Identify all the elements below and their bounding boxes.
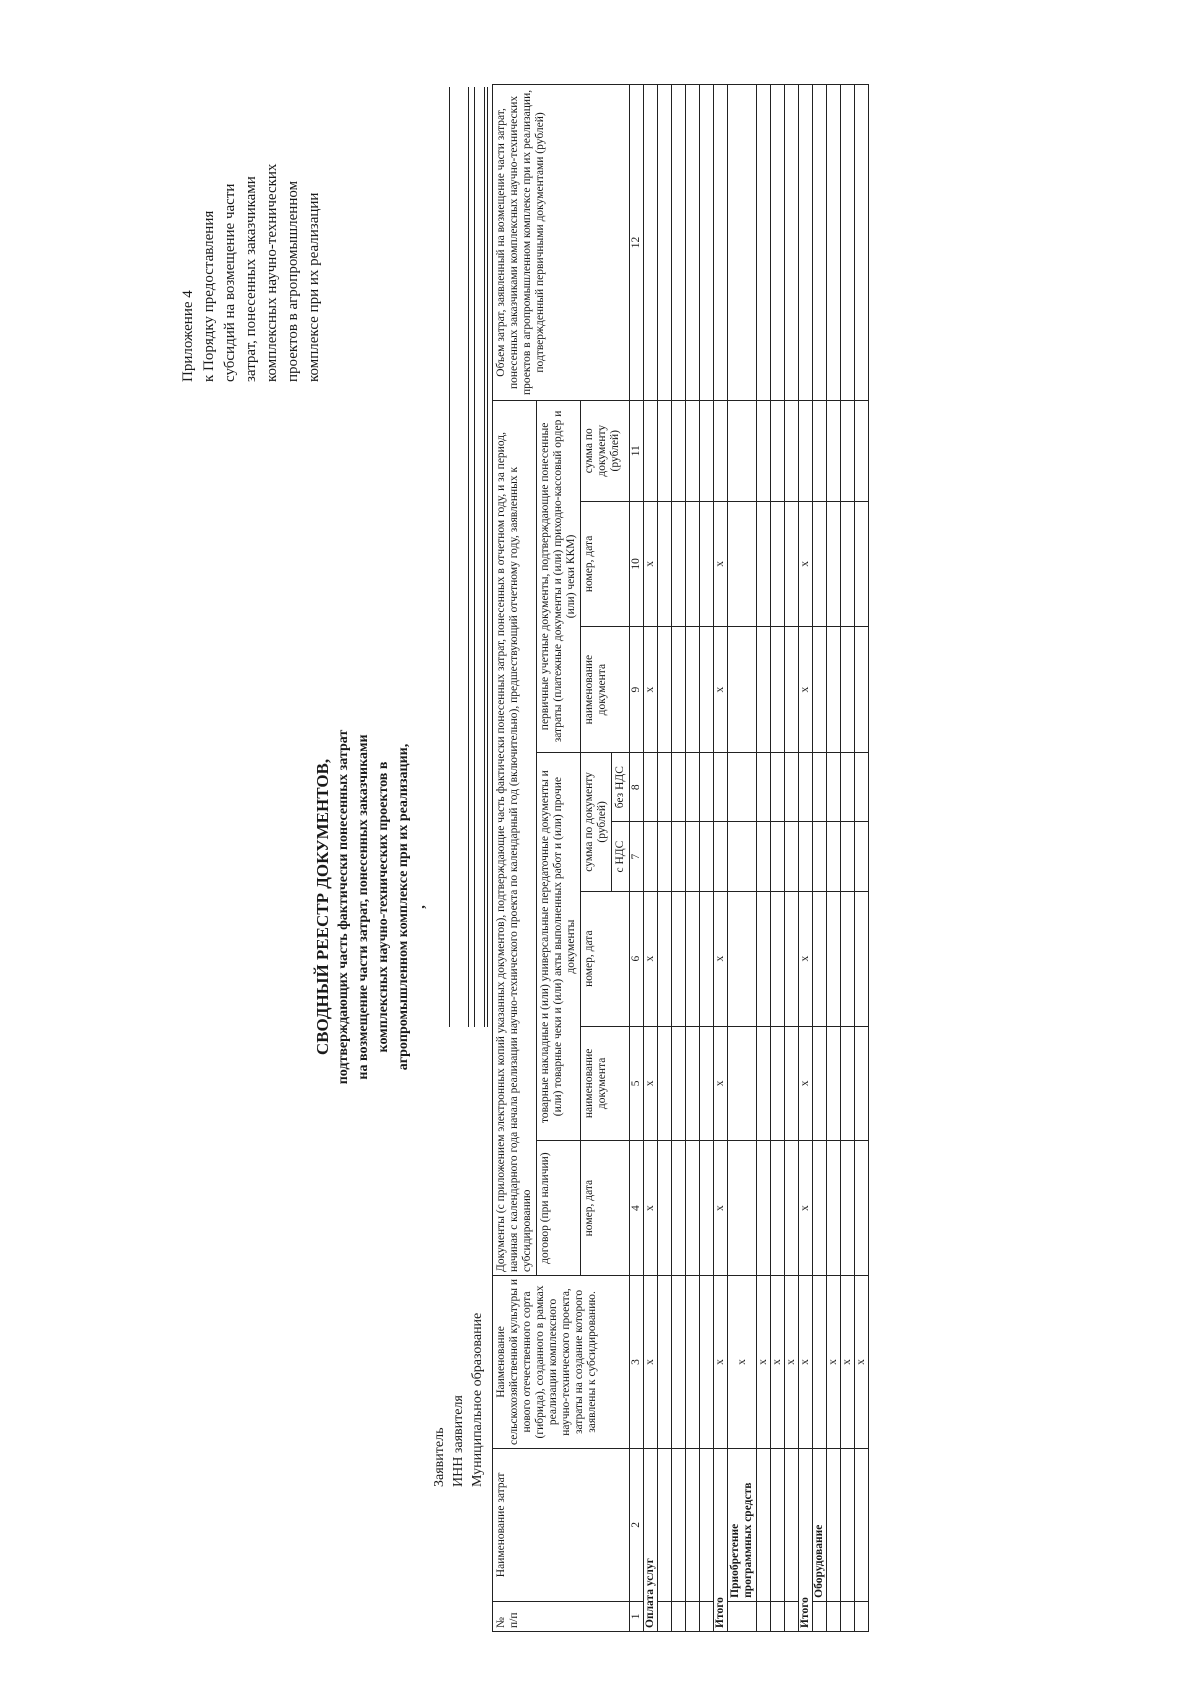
table-row: [728, 85, 757, 1632]
appendix-note: [178, 22, 325, 382]
header-row: [493, 85, 537, 1632]
table-cell: [785, 822, 799, 891]
applicant-row: [432, 87, 451, 1487]
municipality-row: [470, 87, 489, 1487]
cell-x: x: [644, 1275, 658, 1448]
header-contract-number-date: номер, дата: [581, 1141, 630, 1276]
table-cell: [700, 1448, 714, 1601]
inn-line: [468, 87, 469, 1027]
column-number: 8: [630, 753, 644, 822]
table-cell: [728, 400, 757, 501]
table-cell: [658, 822, 672, 891]
table-cell: [757, 891, 771, 1026]
table-row: [771, 85, 785, 1632]
title-block: [312, 557, 428, 1257]
cell-x: x: [714, 891, 728, 1026]
table-cell: [771, 627, 785, 753]
table-cell: [813, 400, 827, 501]
cell-x: x: [644, 627, 658, 753]
table-cell: [728, 1026, 757, 1141]
table-cell: [841, 1141, 855, 1276]
table-cell: [728, 627, 757, 753]
cell-x: x: [644, 501, 658, 627]
column-number-row: [630, 85, 644, 1632]
cell-x: x: [714, 501, 728, 627]
table-cell: [785, 753, 799, 822]
municipality-label: Муниципальное образование: [470, 1312, 485, 1487]
header-primary-doc-name: наименование документа: [581, 627, 630, 753]
table-cell: [785, 891, 799, 1026]
title-trailing-mark: ,: [413, 905, 428, 909]
table-row: [700, 85, 714, 1632]
header-contract: договор (при наличии): [537, 1141, 581, 1276]
table-cell: [700, 85, 714, 401]
table-cell: [686, 1275, 700, 1448]
table-cell: [827, 1448, 841, 1601]
table-cell: [757, 400, 771, 501]
appendix-line: комплексе при их реализации: [306, 192, 322, 382]
column-number: 5: [630, 1026, 644, 1141]
section-services: Оплата услуг: [644, 1448, 658, 1631]
table-cell: [686, 891, 700, 1026]
table-cell: [827, 753, 841, 822]
header-primary-sum: сумма по документу (рублей): [581, 400, 630, 501]
table-cell: [700, 1275, 714, 1448]
table-cell: [686, 822, 700, 891]
applicant-line: [449, 87, 450, 1027]
table-cell: [813, 891, 827, 1026]
table-cell: [644, 400, 658, 501]
table-cell: [700, 501, 714, 627]
table-cell: [658, 85, 672, 401]
header-number: № п/п: [493, 1601, 630, 1631]
header-primary-docs: первичные учетные документы, подтверждающие понесенные затраты (платежные документы и (или) приходно-кассовый ордер и (или) чеки ККМ): [537, 400, 581, 752]
header-with-vat: с НДС: [612, 822, 630, 891]
table-cell: [771, 1026, 785, 1141]
table-cell: [827, 1601, 841, 1631]
table-cell: [658, 891, 672, 1026]
cell-x: x: [827, 1275, 841, 1448]
table-cell: [841, 1601, 855, 1631]
table-cell: [827, 400, 841, 501]
table-cell: [644, 822, 658, 891]
column-number: 7: [630, 822, 644, 891]
table-row: [785, 85, 799, 1632]
column-number: 6: [630, 891, 644, 1026]
table-cell: [827, 627, 841, 753]
applicant-fields: [432, 87, 489, 1487]
table-cell: [771, 1601, 785, 1631]
table-cell: [841, 1026, 855, 1141]
table-cell: [686, 501, 700, 627]
table-cell: [672, 753, 686, 822]
table-cell: [700, 1141, 714, 1276]
table-cell: [855, 1141, 869, 1276]
cell-x: x: [771, 1275, 785, 1448]
table-cell: [771, 400, 785, 501]
cell-x: x: [841, 1275, 855, 1448]
table-cell: [686, 1601, 700, 1631]
cell-x: x: [714, 627, 728, 753]
table-cell: [855, 822, 869, 891]
table-cell: [658, 1141, 672, 1276]
table-cell: [728, 1601, 757, 1631]
table-cell: [785, 1448, 799, 1601]
cell-x: x: [728, 1275, 757, 1448]
table-cell: [855, 1448, 869, 1601]
table-cell: [686, 85, 700, 401]
table-cell: [771, 822, 785, 891]
header-without-vat: без НДС: [612, 753, 630, 822]
table-cell: [799, 822, 813, 891]
table-cell: [771, 1448, 785, 1601]
table-cell: [658, 1026, 672, 1141]
register-table: [492, 84, 869, 1632]
section-software: Приобретение программных средств: [728, 1448, 757, 1601]
separator-line: [474, 87, 475, 1027]
column-number: 3: [630, 1275, 644, 1448]
cell-x: x: [644, 1141, 658, 1276]
header-goods-doc-name: наименование документа: [581, 1026, 630, 1141]
table-cell: [686, 1141, 700, 1276]
table-cell: [855, 1026, 869, 1141]
total-row: [799, 85, 813, 1632]
table-cell: [672, 891, 686, 1026]
table-cell: [644, 753, 658, 822]
table-cell: [672, 1275, 686, 1448]
table-cell: [827, 1141, 841, 1276]
table-cell: [672, 1141, 686, 1276]
table-cell: [771, 85, 785, 401]
table-cell: [757, 1448, 771, 1601]
table-row: [658, 85, 672, 1632]
appendix-line: проектов в агропромышленном: [285, 180, 301, 382]
table-cell: [855, 501, 869, 627]
page-title: СВОДНЫЙ РЕЕСТР ДОКУМЕНТОВ,: [313, 758, 332, 1056]
table-cell: [827, 1026, 841, 1141]
column-number: 12: [630, 85, 644, 401]
cell-x: x: [799, 1141, 813, 1276]
table-cell: [658, 400, 672, 501]
table-row: [827, 85, 841, 1632]
table-cell: [686, 400, 700, 501]
header-goods-number-date: номер, дата: [581, 891, 630, 1026]
table-cell: [855, 753, 869, 822]
table-cell: [757, 501, 771, 627]
table-cell: [813, 822, 827, 891]
table-cell: [841, 1448, 855, 1601]
header-crop-name: Наименование сельскохозяйственной культуры и нового отечественного сорта (гибрида), созданного в рамках реализации комплексного научно-технического проекта, затраты на создание которого заявлены к субсидированию.: [493, 1275, 630, 1448]
header-documents: Документы (с приложением электронных копий указанных документов), подтверждающие часть фактически понесенных затрат, понесенных в отчетном году, и за период, начиная с календарного года начала реализации научно-технического проекта по календарный год (включительно), предшествующий отчетному году, заявленных к субсидированию: [493, 400, 537, 1275]
appendix-line: к Порядку предоставления: [201, 210, 217, 382]
table-cell: [827, 822, 841, 891]
table-cell: [855, 627, 869, 753]
cell-x: x: [799, 627, 813, 753]
table-cell: [799, 85, 813, 401]
table-cell: [672, 1448, 686, 1601]
header-primary-number-date: номер, дата: [581, 501, 630, 627]
inn-label: ИНН заявителя: [451, 1395, 466, 1487]
header-goods-docs: товарные накладные и (или) универсальные передаточные документы и (или) товарные чеки и (или) акты выполненных работ и (или) прочие документы: [537, 753, 581, 1141]
table-cell: [827, 501, 841, 627]
table-cell: [728, 753, 757, 822]
table-cell: [672, 822, 686, 891]
title-line: комплексных научно-технических проектов в: [376, 761, 391, 1053]
table-cell: [757, 753, 771, 822]
total-row: [714, 85, 728, 1632]
table-cell: [686, 753, 700, 822]
table-cell: [785, 1026, 799, 1141]
table-cell: [672, 85, 686, 401]
table-cell: [728, 85, 757, 401]
table-cell: [757, 627, 771, 753]
table-cell: [658, 1601, 672, 1631]
column-number: 11: [630, 400, 644, 501]
appendix-line: субсидий на возмещение части: [222, 183, 238, 382]
table-cell: [771, 1141, 785, 1276]
table-cell: [785, 400, 799, 501]
table-cell: [841, 627, 855, 753]
table-cell: [813, 1275, 827, 1448]
table-cell: [728, 891, 757, 1026]
cell-x: x: [714, 1026, 728, 1141]
table-cell: [700, 822, 714, 891]
cell-x: x: [799, 891, 813, 1026]
table-cell: [700, 400, 714, 501]
table-cell: [658, 501, 672, 627]
cell-x: x: [799, 1026, 813, 1141]
table-cell: [785, 85, 799, 401]
table-cell: [855, 400, 869, 501]
table-cell: [813, 753, 827, 822]
table-cell: [658, 1448, 672, 1601]
table-cell: [728, 501, 757, 627]
table-row: [813, 85, 827, 1632]
title-line: подтверждающих часть фактически понесенных затрат: [336, 729, 351, 1085]
table-cell: [658, 627, 672, 753]
table-cell: [841, 753, 855, 822]
column-number: 4: [630, 1141, 644, 1276]
table-cell: [813, 501, 827, 627]
municipality-line: [487, 87, 488, 1027]
table-cell: [841, 400, 855, 501]
table-cell: [855, 1601, 869, 1631]
table-cell: [841, 891, 855, 1026]
header-goods-sum: сумма по документу (рублей): [581, 753, 612, 892]
table-row: [855, 85, 869, 1632]
table-cell: [644, 85, 658, 401]
table-row: [644, 85, 658, 1632]
table-cell: [813, 1141, 827, 1276]
table-cell: [658, 1275, 672, 1448]
table-row: [672, 85, 686, 1632]
table-row: [841, 85, 855, 1632]
table-cell: [672, 1026, 686, 1141]
table-cell: [757, 1601, 771, 1631]
table-cell: [785, 1601, 799, 1631]
table-cell: [700, 1601, 714, 1631]
cell-x: x: [644, 891, 658, 1026]
header-cost-name: Наименование затрат: [493, 1448, 630, 1601]
header-cost-volume: Объем затрат, заявленный на возмещение части затрат, понесенных заказчиками комплексных научно-технических проектов в агропромышленном комплексе при их реализации, подтвержденный первичными документами (рублей): [493, 85, 630, 401]
column-number: 1: [630, 1601, 644, 1631]
table-cell: [700, 1026, 714, 1141]
table-cell: [771, 753, 785, 822]
table-cell: [700, 891, 714, 1026]
table-cell: [714, 400, 728, 501]
cell-x: x: [785, 1275, 799, 1448]
table-cell: [672, 1601, 686, 1631]
total-label: Итого: [799, 1448, 813, 1631]
table-cell: [827, 85, 841, 401]
table-cell: [672, 501, 686, 627]
table-cell: [700, 627, 714, 753]
table-cell: [757, 1141, 771, 1276]
cell-x: x: [855, 1275, 869, 1448]
table-cell: [841, 85, 855, 401]
inn-row: [451, 87, 470, 1487]
column-number: 10: [630, 501, 644, 627]
column-number: 9: [630, 627, 644, 753]
cell-x: x: [799, 1275, 813, 1448]
table-cell: [757, 85, 771, 401]
appendix-line: затрат, понесенных заказчиками: [243, 176, 259, 382]
table-cell: [785, 501, 799, 627]
separator-line: [484, 87, 485, 1027]
cell-x: x: [799, 501, 813, 627]
table-cell: [672, 627, 686, 753]
table-cell: [700, 753, 714, 822]
table-cell: [855, 85, 869, 401]
table-cell: [771, 891, 785, 1026]
table-cell: [672, 400, 686, 501]
table-cell: [728, 1141, 757, 1276]
title-line: на возмещение части затрат, понесенных заказчиками: [356, 734, 371, 1080]
cell-x: x: [714, 1141, 728, 1276]
title-line: агропромышленном комплексе при их реализации,: [396, 743, 411, 1071]
total-label: Итого: [714, 1448, 728, 1631]
table-cell: [799, 753, 813, 822]
table-cell: [855, 891, 869, 1026]
table-cell: [813, 627, 827, 753]
table-cell: [813, 1026, 827, 1141]
table-cell: [757, 822, 771, 891]
table-cell: [841, 501, 855, 627]
column-number: 2: [630, 1448, 644, 1601]
section-equipment: Оборудование: [813, 1448, 827, 1601]
cell-x: x: [644, 1026, 658, 1141]
table-cell: [785, 1141, 799, 1276]
applicant-label: Заявитель: [432, 1427, 447, 1487]
table-cell: [686, 1026, 700, 1141]
cell-x: x: [757, 1275, 771, 1448]
table-row: [686, 85, 700, 1632]
table-cell: [813, 1601, 827, 1631]
table-cell: [799, 400, 813, 501]
table-cell: [813, 85, 827, 401]
table-cell: [714, 85, 728, 401]
cell-x: x: [714, 1275, 728, 1448]
table-cell: [757, 1026, 771, 1141]
table-cell: [841, 822, 855, 891]
appendix-line: комплексных научно-технических: [264, 163, 280, 382]
table-cell: [771, 501, 785, 627]
table-row: [757, 85, 771, 1632]
table-cell: [728, 822, 757, 891]
table-cell: [714, 822, 728, 891]
table-cell: [785, 627, 799, 753]
table-cell: [658, 753, 672, 822]
table-cell: [686, 627, 700, 753]
appendix-line: Приложение 4: [180, 290, 196, 382]
table-cell: [714, 753, 728, 822]
table-cell: [686, 1448, 700, 1601]
table-cell: [827, 891, 841, 1026]
